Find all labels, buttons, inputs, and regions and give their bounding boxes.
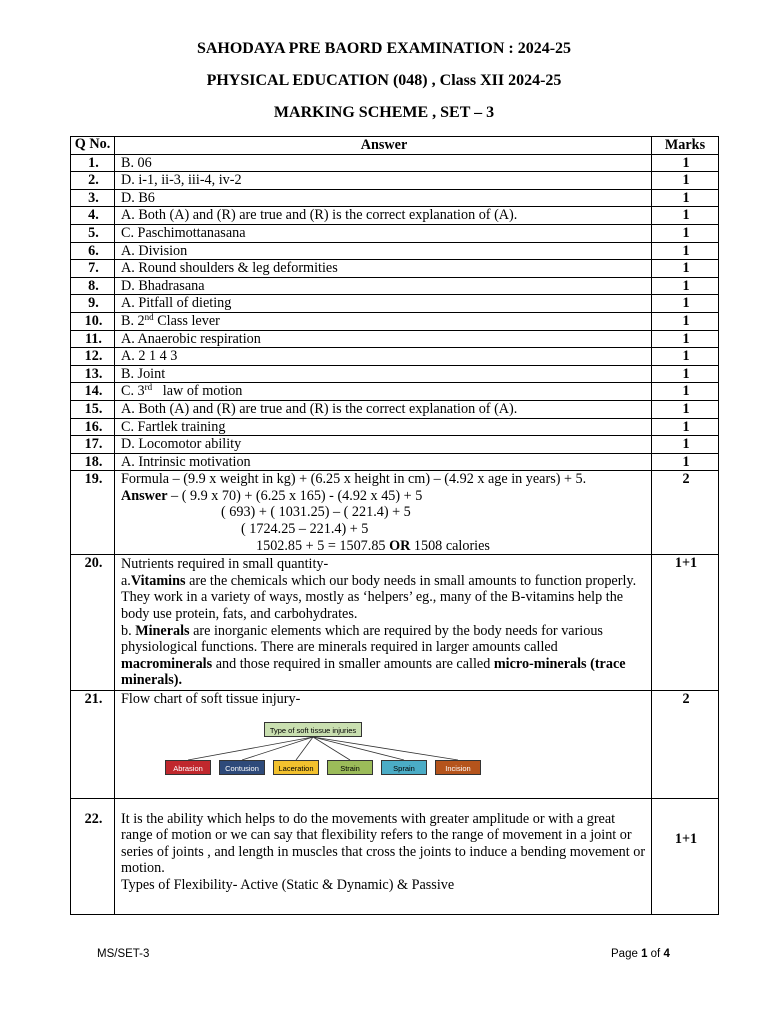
table-row	[71, 400, 719, 418]
flowchart-connector	[313, 737, 458, 760]
question-number: 20.	[71, 555, 115, 691]
result-calories: 1508 calories	[410, 537, 490, 554]
answer-cell: A. Pitfall of dieting	[115, 295, 652, 313]
answer-cell	[115, 383, 652, 401]
table-row	[71, 277, 719, 295]
question-number: 7.	[71, 260, 115, 278]
table-row	[71, 312, 719, 330]
marks-cell: 1	[652, 418, 719, 436]
question-number: 13.	[71, 365, 115, 383]
flowchart-connector	[188, 737, 313, 760]
answer-cell: A. Division	[115, 242, 652, 260]
column-header-marks: Marks	[652, 137, 719, 155]
table-row	[71, 330, 719, 348]
flowchart-caption: Flow chart of soft tissue injury-	[121, 691, 301, 707]
table-row	[71, 383, 719, 401]
minerals-text: are inorganic elements which are required by the body needs for various physiological functions. There are minerals required in larger amounts called	[121, 622, 603, 656]
table-row	[71, 436, 719, 454]
column-header-q-no: Q No.	[71, 137, 115, 155]
marks-cell: 1	[652, 260, 719, 278]
table-row-q20	[71, 555, 719, 691]
flowchart-root: Type of soft tissue injuries	[264, 722, 362, 737]
document-header	[0, 40, 768, 136]
table-row	[71, 365, 719, 383]
table-row	[71, 260, 719, 278]
minerals-term: Minerals	[135, 622, 190, 639]
flowchart-item-sprain: Sprain	[381, 760, 427, 775]
question-number: 18.	[71, 453, 115, 471]
or-label: OR	[389, 537, 411, 554]
microminerals-term: micro-minerals (trace minerals).	[121, 655, 626, 689]
question-number: 4.	[71, 207, 115, 225]
item-b-prefix: b.	[121, 622, 136, 639]
flowchart-connector	[313, 737, 404, 760]
marks-cell: 1	[652, 189, 719, 207]
question-number: 17.	[71, 436, 115, 454]
table-row	[71, 207, 719, 225]
flowchart-item-abrasion: Abrasion	[165, 760, 211, 775]
marks-cell: 1	[652, 436, 719, 454]
table-row	[71, 295, 719, 313]
marks-cell: 1	[652, 453, 719, 471]
answer-line	[121, 488, 647, 505]
flexibility-definition: It is the ability which helps to do the movements with greater amplitude or with a great range of motion or we can say that flexibility refers to the range of movement in a joint or series of joints , and length in muscles that cross the joints to induce a bending movement or motion.	[121, 810, 646, 877]
question-number: 22.	[71, 798, 115, 914]
result-value: 1502.85 + 5 = 1507.85	[256, 537, 390, 554]
question-number: 2.	[71, 172, 115, 190]
answer-cell: D. Bhadrasana	[115, 277, 652, 295]
flowchart-connector	[296, 737, 313, 760]
answer-cell: C. Paschimottanasana	[115, 224, 652, 242]
scheme-title: MARKING SCHEME , SET – 3	[273, 104, 495, 121]
answer-cell: A. Both (A) and (R) are true and (R) is the correct explanation of (A).	[115, 400, 652, 418]
marks-cell: 1+1	[652, 555, 719, 691]
footer-set-code: MS/SET-3	[97, 948, 150, 960]
marks-cell: 1	[652, 383, 719, 401]
table-row	[71, 348, 719, 366]
answer-cell	[115, 798, 652, 914]
subject-title: PHYSICAL EDUCATION (048) , Class XII 2024-25	[206, 72, 562, 89]
item-a-prefix: a.	[121, 572, 131, 589]
answer-cell: B. Joint	[115, 365, 652, 383]
question-number: 15.	[71, 400, 115, 418]
macrominerals-term: macrominerals	[121, 655, 213, 672]
table-row-q21	[71, 691, 719, 799]
marks-cell: 1	[652, 172, 719, 190]
answer-cell	[115, 471, 652, 555]
question-number: 21.	[71, 691, 115, 799]
page-label: Page	[611, 948, 642, 960]
page-of: of	[647, 948, 664, 960]
marks-cell: 1	[652, 277, 719, 295]
question-number: 14.	[71, 383, 115, 401]
question-number: 11.	[71, 330, 115, 348]
table-row-q19	[71, 471, 719, 555]
minerals-text-2: and those required in smaller amounts are called	[212, 655, 494, 672]
question-number: 6.	[71, 242, 115, 260]
vitamins-term: Vitamins	[130, 572, 186, 589]
answer-text: Class lever	[153, 312, 220, 329]
table-row	[71, 154, 719, 172]
marks-cell: 1	[652, 242, 719, 260]
table-row	[71, 453, 719, 471]
flowchart-item-incision: Incision	[435, 760, 481, 775]
marks-cell: 2	[652, 471, 719, 555]
flowchart-item-contusion: Contusion	[219, 760, 265, 775]
exam-title: SAHODAYA PRE BAORD EXAMINATION : 2024-25	[196, 40, 572, 57]
marks-cell: 1	[652, 154, 719, 172]
answer-text: C. 3	[121, 383, 145, 400]
answer-cell: D. i-1, ii-3, iii-4, iv-2	[115, 172, 652, 190]
marks-cell: 1	[652, 312, 719, 330]
answer-cell: D. B6	[115, 189, 652, 207]
marks-cell: 1	[652, 348, 719, 366]
calc-step-1: – ( 9.9 x 70) + (6.25 x 165) - (4.92 x 45) + 5	[167, 487, 423, 504]
marks-cell: 1	[652, 365, 719, 383]
table-header-row	[71, 137, 719, 155]
answer-cell: A. Round shoulders & leg deformities	[115, 260, 652, 278]
vitamins-text: are the chemicals which our body needs in small amounts to function properly. They work in a variety of ways, mostly as ‘helpers’ eg., many of the B-vitamins help the body use protein, fats, and carbohydrates.	[121, 572, 637, 623]
total-pages: 4	[663, 948, 670, 960]
answer-cell: A. Both (A) and (R) are true and (R) is the correct explanation of (A).	[115, 207, 652, 225]
table-row-q22	[71, 798, 719, 914]
answer-cell	[115, 312, 652, 330]
table-row	[71, 189, 719, 207]
answer-cell: B. 06	[115, 154, 652, 172]
column-header-answer: Answer	[115, 137, 652, 155]
current-page: 1	[641, 948, 648, 960]
calc-result	[121, 538, 647, 555]
calc-step-3: ( 1724.25 – 221.4) + 5	[241, 521, 369, 538]
marks-cell: 2	[652, 691, 719, 799]
answer-label: Answer	[121, 487, 168, 504]
answer-intro: Nutrients required in small quantity-	[121, 556, 329, 573]
answer-cell: A. 2 1 4 3	[115, 348, 652, 366]
table-row	[71, 418, 719, 436]
footer-page-number	[611, 948, 670, 960]
marks-cell: 1	[652, 224, 719, 242]
answer-cell: A. Anaerobic respiration	[115, 330, 652, 348]
calc-step-2: ( 693) + ( 1031.25) – ( 221.4) + 5	[221, 504, 411, 521]
soft-tissue-injury-flowchart	[165, 722, 495, 792]
question-number: 10.	[71, 312, 115, 330]
table-row	[71, 224, 719, 242]
question-number: 16.	[71, 418, 115, 436]
ordinal-suffix: rd	[144, 382, 153, 393]
question-number: 5.	[71, 224, 115, 242]
ordinal-suffix: nd	[144, 311, 154, 322]
formula-line: Formula – (9.9 x weight in kg) + (6.25 x height in cm) – (4.92 x age in years) + 5.	[121, 471, 587, 488]
question-number: 9.	[71, 295, 115, 313]
flowchart-item-strain: Strain	[327, 760, 373, 775]
question-number: 8.	[71, 277, 115, 295]
answer-cell	[115, 555, 652, 691]
question-number: 19.	[71, 471, 115, 555]
answer-text: law of motion	[152, 383, 243, 400]
vitamins-paragraph	[121, 573, 647, 623]
table-row	[71, 172, 719, 190]
flowchart-item-laceration: Laceration	[273, 760, 319, 775]
table-row	[71, 242, 719, 260]
question-number: 12.	[71, 348, 115, 366]
marks-cell: 1	[652, 207, 719, 225]
marks-cell: 1	[652, 400, 719, 418]
marks-cell: 1+1	[652, 798, 719, 914]
answer-text: B. 2	[121, 312, 145, 329]
marks-cell: 1	[652, 295, 719, 313]
flexibility-types: Types of Flexibility- Active (Static & Dynamic) & Passive	[121, 876, 455, 893]
flowchart-connector	[313, 737, 350, 760]
marks-cell: 1	[652, 330, 719, 348]
question-number: 3.	[71, 189, 115, 207]
question-number: 1.	[71, 154, 115, 172]
answer-cell: D. Locomotor ability	[115, 436, 652, 454]
marking-scheme-table	[70, 136, 719, 915]
minerals-paragraph	[121, 623, 647, 689]
answer-cell: A. Intrinsic motivation	[115, 453, 652, 471]
answer-cell: C. Fartlek training	[115, 418, 652, 436]
answer-cell	[115, 691, 652, 799]
